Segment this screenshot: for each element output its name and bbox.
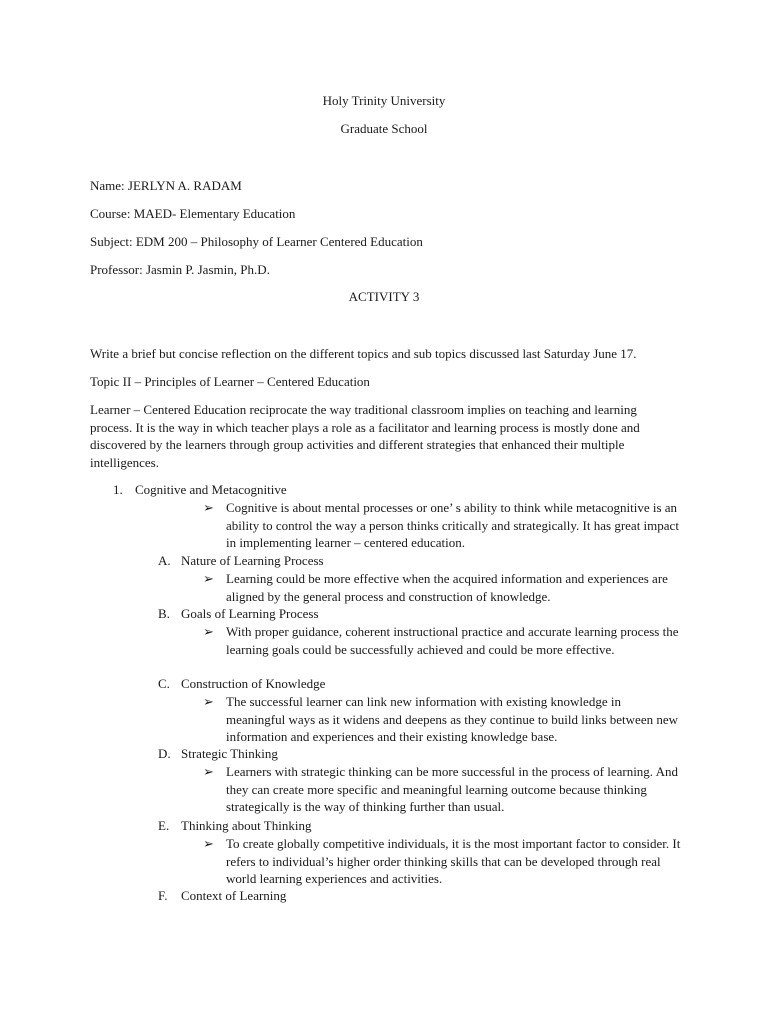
bullet-text: To create globally competitive individuals, it is the most important factor to consider. It refers to individual’s higher order thinking skills that can be developed through real world learning experiences and activities. (226, 836, 681, 887)
intro-paragraph: Learner – Centered Education reciprocate the way traditional classroom implies on teaching and learning process. It is the way in which teacher plays a role as a facilitator and learning process is mostly done and discovered by the learners through group activities and different strategies that enhanced their multiple intelligences. (90, 402, 640, 470)
topic-heading: Topic II – Principles of Learner – Centered Education (90, 374, 370, 389)
subsection-letter: E. (158, 818, 170, 833)
bullet-text: Learning could be more effective when the acquired information and experiences are aligned by the general process and construction of knowledge. (226, 571, 668, 604)
school-title: Graduate School (340, 121, 428, 136)
subsection-c-heading (158, 676, 325, 692)
university-title: Holy Trinity University (322, 93, 446, 108)
subsection-c-bullet (203, 693, 683, 746)
subsection-e-heading (158, 818, 311, 834)
subsection-title: Thinking about Thinking (181, 818, 312, 833)
subsection-title: Nature of Learning Process (181, 553, 324, 568)
subsection-letter: C. (158, 676, 170, 691)
subsection-title: Goals of Learning Process (181, 606, 319, 621)
subsection-d-bullet (203, 763, 683, 816)
section-1-bullet (203, 499, 683, 552)
bullet-text: With proper guidance, coherent instructional practice and accurate learning process the learning goals could be successfully achieved and could be more effective. (226, 624, 679, 657)
subsection-letter: A. (158, 553, 171, 568)
arrow-bullet-icon: ➢ (203, 764, 214, 779)
bullet-text: The successful learner can link new information with existing knowledge in meaningful ways as it widens and deepens as they continue to build links between new information and experiences and their existing knowledge base. (226, 694, 679, 745)
activity-title: ACTIVITY 3 (348, 289, 420, 304)
instruction-text: Write a brief but concise reflection on the different topics and sub topics discussed last Saturday June 17. (90, 346, 637, 361)
bullet-text: Cognitive is about mental processes or one’ s ability to think while metacognitive is an ability to control the way a person thinks critically and strategically. It has great impact in implementing learner – centered education. (226, 500, 679, 551)
subsection-title: Construction of Knowledge (181, 676, 326, 691)
subsection-b-heading (158, 606, 319, 622)
subsection-title: Strategic Thinking (181, 746, 278, 761)
subsection-f-heading (158, 888, 286, 904)
section-1-heading (113, 482, 287, 498)
arrow-bullet-icon: ➢ (203, 500, 214, 515)
subsection-letter: B. (158, 606, 170, 621)
section-title: Cognitive and Metacognitive (135, 482, 287, 497)
subsection-b-bullet (203, 623, 683, 658)
arrow-bullet-icon: ➢ (203, 836, 214, 851)
student-name: Name: JERLYN A. RADAM (90, 178, 242, 193)
subject-line: Subject: EDM 200 – Philosophy of Learner Centered Education (90, 234, 423, 249)
section-number: 1. (113, 482, 123, 497)
bullet-text: Learners with strategic thinking can be more successful in the process of learning. And they can create more specific and meaningful learning outcome because thinking strategically is the way of thinking further than usual. (226, 764, 678, 815)
subsection-title: Context of Learning (181, 888, 287, 903)
professor-line: Professor: Jasmin P. Jasmin, Ph.D. (90, 262, 270, 277)
arrow-bullet-icon: ➢ (203, 694, 214, 709)
subsection-a-heading (158, 553, 324, 569)
subsection-letter: F. (158, 888, 168, 903)
arrow-bullet-icon: ➢ (203, 624, 214, 639)
course-line: Course: MAED- Elementary Education (90, 206, 296, 221)
subsection-letter: D. (158, 746, 171, 761)
subsection-a-bullet (203, 570, 683, 605)
arrow-bullet-icon: ➢ (203, 571, 214, 586)
subsection-e-bullet (203, 835, 683, 888)
subsection-d-heading (158, 746, 278, 762)
